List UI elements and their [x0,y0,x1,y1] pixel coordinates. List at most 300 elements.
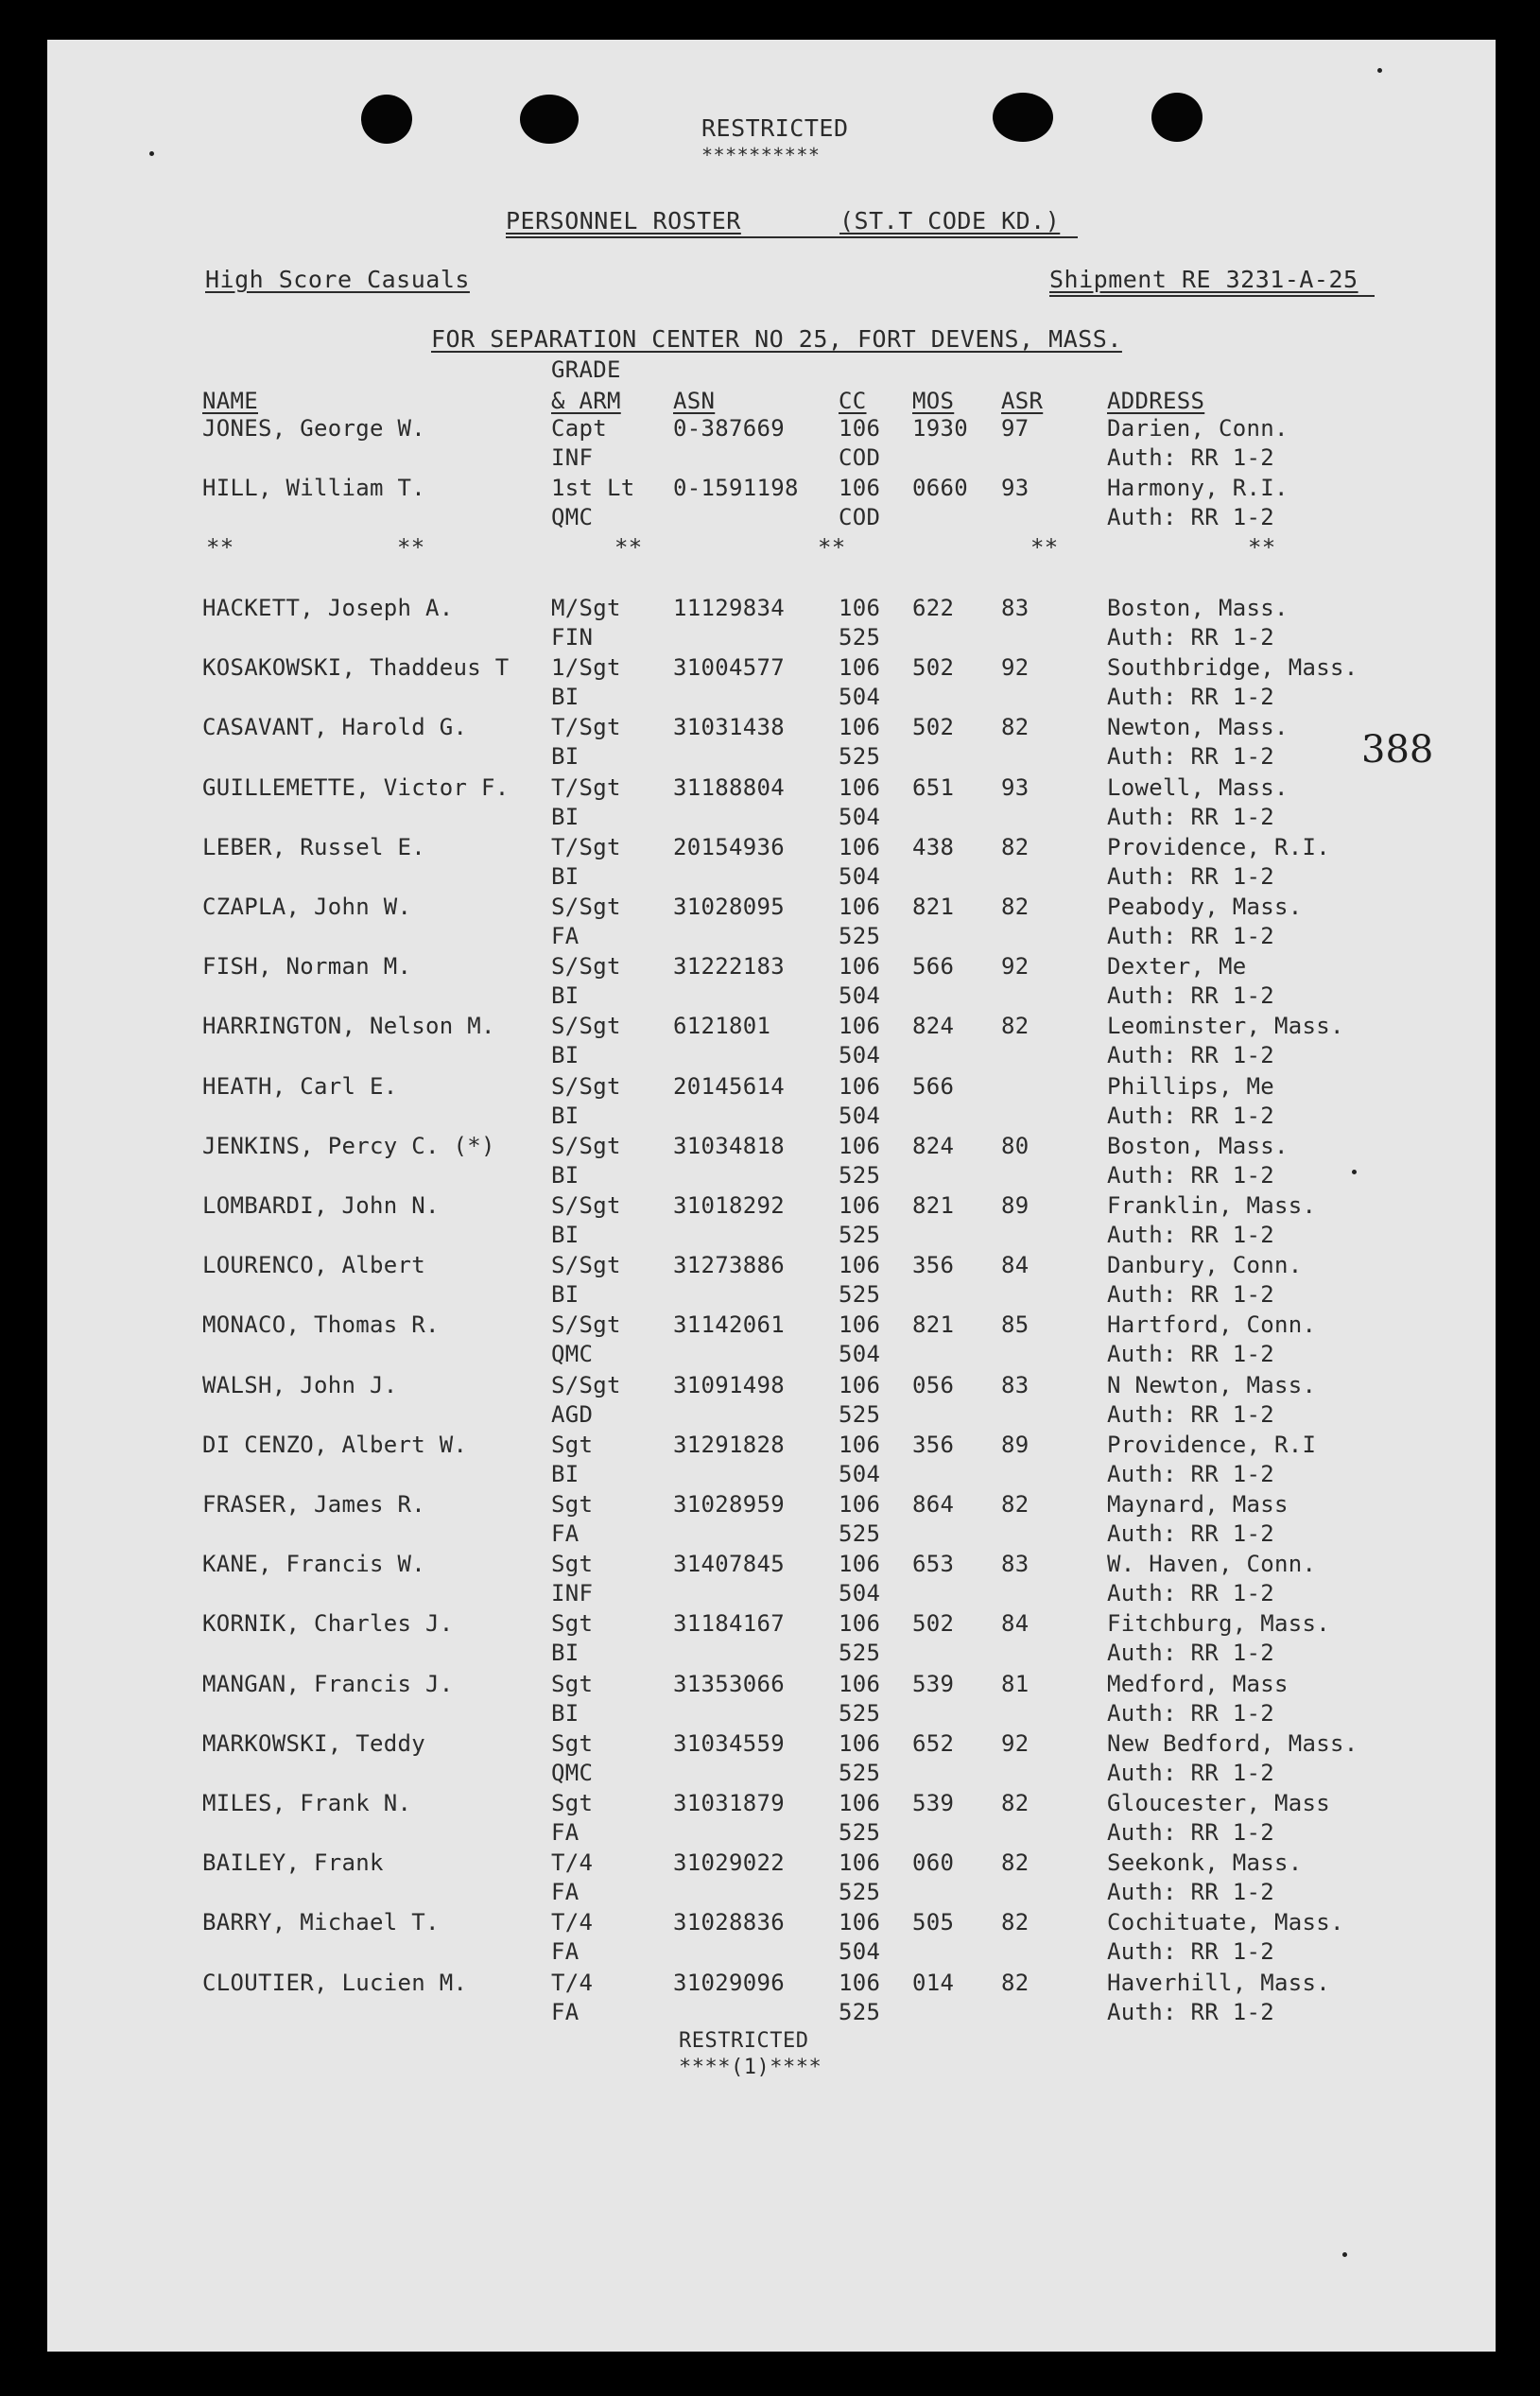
arm-of-service: BI [551,684,580,711]
footer-page-marker: ****(1)**** [679,2056,822,2079]
authority: Auth: RR 1-2 [1107,1699,1274,1727]
grade: T/4 [551,1849,594,1877]
army-serial-number: 0-1591198 [673,475,799,501]
arm-of-service: FA [551,1819,580,1846]
army-serial-number: 31018292 [673,1192,785,1219]
secondary-code: 525 [839,1400,881,1428]
asr-score: 82 [1001,1969,1030,1996]
secondary-code: 525 [839,923,881,949]
mos-code: 622 [912,595,955,621]
army-serial-number: 31188804 [673,773,785,801]
arm-of-service: BI [551,1102,580,1129]
secondary-code: 525 [839,1222,881,1248]
stat-code: (ST.T CODE KD.) [839,207,1061,234]
secondary-code: 504 [839,1042,881,1069]
arm-of-service: FA [551,1879,580,1906]
shipment-rule [1049,295,1375,297]
person-name: KANE, Francis W. [202,1551,425,1578]
mos-code: 653 [912,1551,955,1578]
grade: S/Sgt [551,953,621,981]
asr-score: 97 [1001,415,1030,442]
person-name: JONES, George W. [202,415,425,442]
grade: S/Sgt [551,894,621,920]
arm-of-service: FIN [551,624,594,651]
mos-code: 356 [912,1431,955,1458]
roster-row [47,713,1496,772]
roster-row [47,893,1496,951]
arm-of-service: INF [551,444,594,471]
separator-mark: ** [1030,534,1059,561]
home-address: Providence, R.I [1107,1431,1317,1458]
component-code: 106 [839,1252,881,1279]
component-code: 106 [839,953,881,981]
component-code: 106 [839,1013,881,1040]
person-name: MANGAN, Francis J. [202,1670,454,1697]
person-name: FISH, Norman M. [202,953,412,981]
army-serial-number: 31031879 [673,1790,785,1816]
component-code: 106 [839,833,881,860]
home-address: Cochituate, Mass. [1107,1909,1344,1936]
grade: S/Sgt [551,1072,621,1100]
secondary-code: 504 [839,862,881,890]
secondary-code: 525 [839,1520,881,1547]
punch-hole-left-1 [361,95,412,144]
grade: T/Sgt [551,773,621,801]
asr-score: 82 [1001,714,1030,741]
army-serial-number: 20154936 [673,833,785,860]
asr-score: 92 [1001,654,1030,682]
roster-row [47,952,1496,1011]
roster-row [47,1670,1496,1728]
authority: Auth: RR 1-2 [1107,743,1274,771]
army-serial-number: 31028959 [673,1491,785,1518]
home-address: Newton, Mass. [1107,714,1289,741]
person-name: BARRY, Michael T. [202,1909,440,1936]
col-header-grade: & ARM [551,388,621,414]
grade: Sgt [551,1491,594,1518]
grade: Sgt [551,1670,594,1697]
home-address: Providence, R.I. [1107,833,1330,860]
page-stamp-number: 388 [1361,728,1434,772]
roster-row [47,594,1496,652]
arm-of-service: QMC [551,1341,594,1368]
arm-of-service: AGD [551,1400,594,1428]
roster-row [47,1908,1496,1967]
authority: Auth: RR 1-2 [1107,1102,1274,1129]
mos-code: 356 [912,1252,955,1279]
mos-code: 539 [912,1670,955,1697]
home-address: Medford, Mass [1107,1670,1289,1697]
grade: 1/Sgt [551,654,621,682]
component-code: 106 [839,773,881,801]
home-address: Fitchburg, Mass. [1107,1610,1330,1638]
army-serial-number: 31034818 [673,1132,785,1159]
home-address: Southbridge, Mass. [1107,654,1358,682]
roster-row [47,833,1496,892]
roster-row [47,1371,1496,1430]
asr-score: 82 [1001,1491,1030,1518]
asr-score: 82 [1001,1013,1030,1040]
asr-score: 92 [1001,953,1030,981]
asr-score: 82 [1001,1790,1030,1816]
army-serial-number: 31184167 [673,1610,785,1638]
person-name: HILL, William T. [202,475,425,501]
person-name: LOMBARDI, John N. [202,1192,440,1219]
army-serial-number: 6121801 [673,1013,771,1040]
secondary-code: 525 [839,1879,881,1906]
asr-score: 93 [1001,475,1030,501]
secondary-code: 504 [839,1580,881,1607]
authority: Auth: RR 1-2 [1107,504,1274,530]
person-name: KOSAKOWSKI, Thaddeus T [202,654,510,682]
separator-mark: ** [397,534,425,561]
roster-row [47,1251,1496,1310]
person-name: FRASER, James R. [202,1491,425,1518]
grade: Sgt [551,1551,594,1578]
person-name: MONACO, Thomas R. [202,1311,440,1339]
home-address: Peabody, Mass. [1107,894,1303,920]
mos-code: 505 [912,1909,955,1936]
component-code: 106 [839,1371,881,1398]
col-header-asn: ASN [673,388,716,414]
grade: S/Sgt [551,1252,621,1279]
army-serial-number: 31028095 [673,894,785,920]
col-header-mos: MOS [912,388,955,414]
grade: T/4 [551,1909,594,1936]
roster-row [47,1969,1496,2027]
roster-row [47,773,1496,832]
unit-name: High Score Casuals [205,266,470,293]
roster-row [47,1550,1496,1608]
asr-score: 82 [1001,1849,1030,1877]
person-name: LOURENCO, Albert [202,1252,425,1279]
arm-of-service: BI [551,803,580,830]
home-address: Dexter, Me [1107,953,1247,981]
grade: S/Sgt [551,1013,621,1040]
separator-mark: ** [206,534,234,561]
home-address: N Newton, Mass. [1107,1371,1317,1398]
home-address: Boston, Mass. [1107,595,1289,621]
army-serial-number: 31029096 [673,1969,785,1996]
secondary-code: 504 [839,1938,881,1966]
grade: S/Sgt [551,1192,621,1219]
home-address: Seekonk, Mass. [1107,1849,1303,1877]
army-serial-number: 31029022 [673,1849,785,1877]
mos-code: 1930 [912,415,968,442]
mos-code: 824 [912,1132,955,1159]
roster-page [47,40,1496,2352]
component-code: 106 [839,1431,881,1458]
person-name: GUILLEMETTE, Victor F. [202,773,510,801]
authority: Auth: RR 1-2 [1107,923,1274,949]
grade: T/Sgt [551,833,621,860]
authority: Auth: RR 1-2 [1107,982,1274,1010]
arm-of-service: BI [551,1699,580,1727]
asr-score: 89 [1001,1431,1030,1458]
authority: Auth: RR 1-2 [1107,1281,1274,1309]
paper-speck [1377,68,1382,73]
mos-code: 566 [912,1072,955,1100]
person-name: LEBER, Russel E. [202,833,425,860]
secondary-code: 525 [839,1759,881,1786]
authority: Auth: RR 1-2 [1107,1580,1274,1607]
secondary-code: 525 [839,624,881,651]
authority: Auth: RR 1-2 [1107,1460,1274,1487]
mos-code: 438 [912,833,955,860]
grade: T/4 [551,1969,594,1996]
roster-row [47,1609,1496,1668]
secondary-code: 504 [839,1460,881,1487]
mos-code: 502 [912,1610,955,1638]
grade: Sgt [551,1729,594,1757]
mos-code: 821 [912,1192,955,1219]
asr-score: 84 [1001,1610,1030,1638]
arm-of-service: BI [551,1161,580,1189]
asr-score: 80 [1001,1132,1030,1159]
person-name: CLOUTIER, Lucien M. [202,1969,468,1996]
person-name: KORNIK, Charles J. [202,1610,454,1638]
authority: Auth: RR 1-2 [1107,1341,1274,1368]
asr-score: 89 [1001,1192,1030,1219]
component-code: 106 [839,1849,881,1877]
army-serial-number: 31034559 [673,1729,785,1757]
person-name: MARKOWSKI, Teddy [202,1729,425,1757]
secondary-code: COD [839,444,881,471]
home-address: Lowell, Mass. [1107,773,1289,801]
component-code: 106 [839,1072,881,1100]
component-code: 106 [839,1909,881,1936]
roster-row [47,653,1496,712]
roster-row [47,1191,1496,1250]
col-header-address: ADDRESS [1107,388,1205,414]
person-name: BAILEY, Frank [202,1849,384,1877]
mos-code: 502 [912,714,955,741]
mos-code: 651 [912,773,955,801]
mos-code: 824 [912,1013,955,1040]
col-header-name: NAME [202,388,258,414]
arm-of-service: FA [551,923,580,949]
authority: Auth: RR 1-2 [1107,624,1274,651]
asr-score: 84 [1001,1252,1030,1279]
asr-score: 81 [1001,1670,1030,1697]
secondary-code: 525 [839,1819,881,1846]
secondary-code: 525 [839,1699,881,1727]
army-serial-number: 31028836 [673,1909,785,1936]
mos-code: 821 [912,1311,955,1339]
asr-score: 82 [1001,894,1030,920]
grade: M/Sgt [551,595,621,621]
person-name: CZAPLA, John W. [202,894,412,920]
arm-of-service: BI [551,1460,580,1487]
army-serial-number: 31291828 [673,1431,785,1458]
separator-mark: ** [614,534,643,561]
mos-code: 652 [912,1729,955,1757]
component-code: 106 [839,894,881,920]
arm-of-service: FA [551,1520,580,1547]
secondary-code: 504 [839,982,881,1010]
authority: Auth: RR 1-2 [1107,862,1274,890]
person-name: HACKETT, Joseph A. [202,595,454,621]
authority: Auth: RR 1-2 [1107,1879,1274,1906]
grade: S/Sgt [551,1132,621,1159]
grade: Sgt [551,1431,594,1458]
army-serial-number: 31222183 [673,953,785,981]
col-header-cc: CC [839,388,867,414]
component-code: 106 [839,1491,881,1518]
roster-row [47,1729,1496,1788]
arm-of-service: BI [551,1640,580,1667]
authority: Auth: RR 1-2 [1107,1640,1274,1667]
authority: Auth: RR 1-2 [1107,1222,1274,1248]
component-code: 106 [839,654,881,682]
home-address: Danbury, Conn. [1107,1252,1303,1279]
home-address: Phillips, Me [1107,1072,1274,1100]
authority: Auth: RR 1-2 [1107,1400,1274,1428]
component-code: 106 [839,1551,881,1578]
paper-speck [1342,2252,1347,2257]
secondary-code: 504 [839,1341,881,1368]
col-header-asr: ASR [1001,388,1044,414]
roster-row [47,1311,1496,1369]
authority: Auth: RR 1-2 [1107,1998,1274,2025]
person-name: MILES, Frank N. [202,1790,412,1816]
secondary-code: 504 [839,803,881,830]
army-serial-number: 31142061 [673,1311,785,1339]
component-code: 106 [839,475,881,501]
person-name: DI CENZO, Albert W. [202,1431,468,1458]
paper-speck [149,151,154,156]
arm-of-service: FA [551,1938,580,1966]
authority: Auth: RR 1-2 [1107,1161,1274,1189]
person-name: CASAVANT, Harold G. [202,714,468,741]
authority: Auth: RR 1-2 [1107,1520,1274,1547]
home-address: Gloucester, Mass [1107,1790,1330,1816]
col-header-grade-top: GRADE [551,356,621,383]
grade: Capt [551,415,607,442]
arm-of-service: QMC [551,504,594,530]
authority: Auth: RR 1-2 [1107,684,1274,711]
mos-code: 014 [912,1969,955,1996]
arm-of-service: BI [551,1222,580,1248]
component-code: 106 [839,1969,881,1996]
roster-row [47,1072,1496,1131]
asr-score: 83 [1001,1551,1030,1578]
punch-hole-right-1 [993,93,1053,142]
arm-of-service: BI [551,862,580,890]
secondary-code: 525 [839,1161,881,1189]
home-address: Haverhill, Mass. [1107,1969,1330,1996]
grade: S/Sgt [551,1311,621,1339]
title-rule [506,236,1078,238]
component-code: 106 [839,1790,881,1816]
mos-code: 0660 [912,475,968,501]
mos-code: 821 [912,894,955,920]
army-serial-number: 31031438 [673,714,785,741]
classification-footer: RESTRICTED [679,2029,809,2053]
secondary-code: 525 [839,1998,881,2025]
mos-code: 566 [912,953,955,981]
grade: S/Sgt [551,1371,621,1398]
person-name: HEATH, Carl E. [202,1072,398,1100]
component-code: 106 [839,1610,881,1638]
authority: Auth: RR 1-2 [1107,1819,1274,1846]
home-address: Leominster, Mass. [1107,1013,1344,1040]
separation-center-line: FOR SEPARATION CENTER NO 25, FORT DEVENS, MASS. [431,325,1122,353]
classification-header: RESTRICTED [701,114,849,142]
home-address: Harmony, R.I. [1107,475,1289,501]
arm-of-service: QMC [551,1759,594,1786]
arm-of-service: BI [551,1042,580,1069]
punch-hole-left-2 [520,95,579,144]
component-code: 106 [839,1729,881,1757]
grade: 1st Lt [551,475,635,501]
component-code: 106 [839,595,881,621]
person-name: WALSH, John J. [202,1371,398,1398]
authority: Auth: RR 1-2 [1107,1759,1274,1786]
secondary-code: 525 [839,1640,881,1667]
arm-of-service: BI [551,982,580,1010]
home-address: New Bedford, Mass. [1107,1729,1358,1757]
secondary-code: 504 [839,1102,881,1129]
asr-score: 82 [1001,1909,1030,1936]
roster-row [47,414,1496,473]
mos-code: 502 [912,654,955,682]
component-code: 106 [839,1311,881,1339]
authority: Auth: RR 1-2 [1107,444,1274,471]
component-code: 106 [839,1192,881,1219]
army-serial-number: 31273886 [673,1252,785,1279]
classification-header-asterisks: ********** [701,144,821,166]
roster-row [47,474,1496,532]
roster-row [47,1132,1496,1190]
component-code: 106 [839,714,881,741]
home-address: Hartford, Conn. [1107,1311,1317,1339]
component-code: 106 [839,415,881,442]
roster-row [47,1849,1496,1907]
roster-title: PERSONNEL ROSTER [506,207,741,234]
home-address: Boston, Mass. [1107,1132,1289,1159]
authority: Auth: RR 1-2 [1107,1938,1274,1966]
army-serial-number: 31004577 [673,654,785,682]
army-serial-number: 31353066 [673,1670,785,1697]
army-serial-number: 0-387669 [673,415,785,442]
grade: Sgt [551,1790,594,1816]
arm-of-service: BI [551,1281,580,1309]
asr-score: 93 [1001,773,1030,801]
asr-score: 83 [1001,1371,1030,1398]
roster-row [47,1431,1496,1489]
mos-code: 056 [912,1371,955,1398]
authority: Auth: RR 1-2 [1107,803,1274,830]
home-address: W. Haven, Conn. [1107,1551,1317,1578]
secondary-code: 525 [839,1281,881,1309]
separator-mark: ** [1248,534,1276,561]
mos-code: 539 [912,1790,955,1816]
grade: T/Sgt [551,714,621,741]
arm-of-service: INF [551,1580,594,1607]
army-serial-number: 31407845 [673,1551,785,1578]
secondary-code: 525 [839,743,881,771]
secondary-code: 504 [839,684,881,711]
arm-of-service: BI [551,743,580,771]
asr-score: 82 [1001,833,1030,860]
person-name: JENKINS, Percy C. (*) [202,1132,495,1159]
grade: Sgt [551,1610,594,1638]
secondary-code: COD [839,504,881,530]
shipment-number: Shipment RE 3231-A-25 [1049,266,1358,293]
authority: Auth: RR 1-2 [1107,1042,1274,1069]
army-serial-number: 11129834 [673,595,785,621]
